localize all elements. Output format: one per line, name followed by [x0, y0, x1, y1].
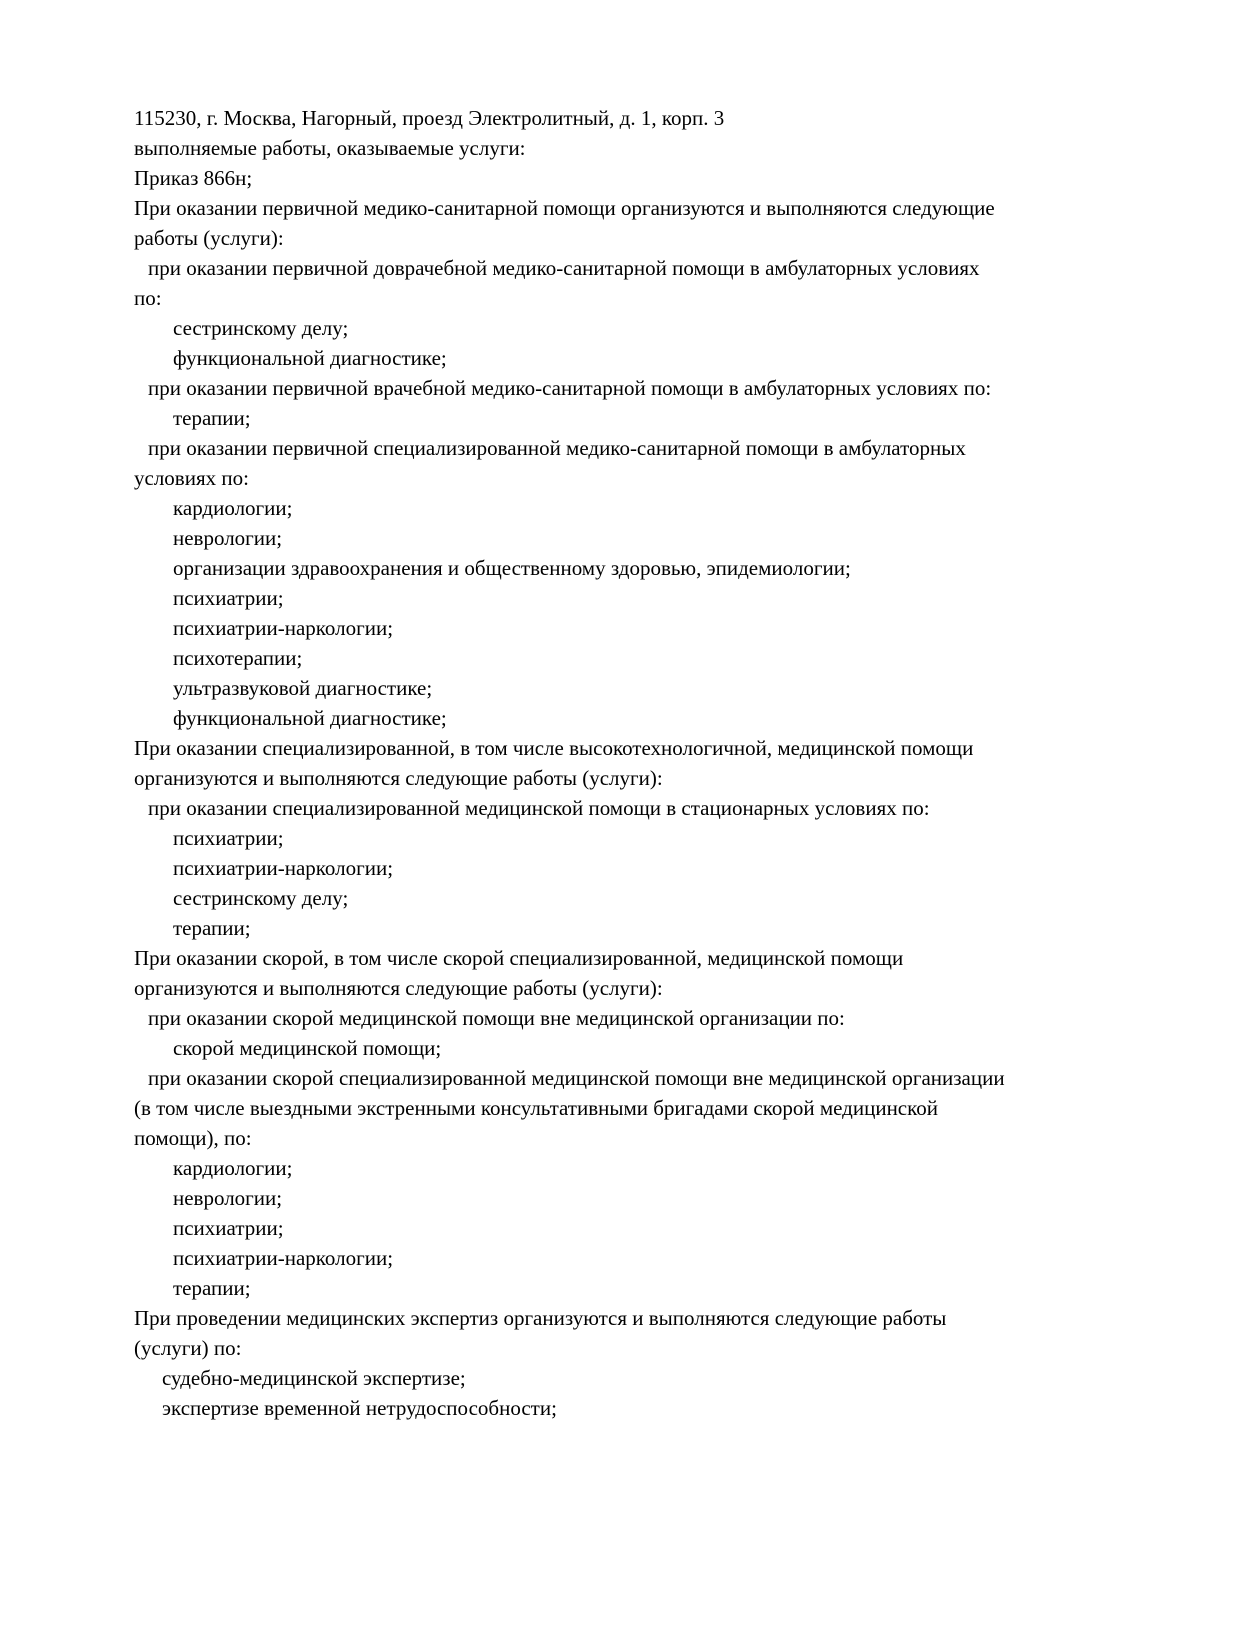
text-line: неврологии;: [173, 1186, 283, 1210]
text-line: Приказ 866н;: [134, 166, 253, 190]
text-line: психиатрии-наркологии;: [173, 616, 394, 640]
text-line: при оказании первичной специализированной медико-санитарной помощи в амбулаторных: [148, 436, 966, 460]
text-line: скорой медицинской помощи;: [173, 1036, 442, 1060]
text-line: сестринскому делу;: [173, 886, 349, 910]
text-line: функциональной диагностике;: [173, 706, 447, 730]
text-line: при оказании скорой медицинской помощи вне медицинской организации по:: [148, 1006, 845, 1030]
text-line: по:: [134, 286, 162, 310]
text-line: кардиологии;: [173, 496, 293, 520]
text-line: при оказании первичной доврачебной медико-санитарной помощи в амбулаторных условиях: [148, 256, 980, 280]
text-line: терапии;: [173, 406, 251, 430]
text-line: психиатрии;: [173, 1216, 284, 1240]
text-line: При оказании скорой, в том числе скорой специализированной, медицинской помощи: [134, 946, 904, 970]
text-line: работы (услуги):: [134, 226, 284, 250]
text-line: ультразвуковой диагностике;: [173, 676, 433, 700]
text-line: организуются и выполняются следующие работы (услуги):: [134, 766, 663, 790]
text-line: При оказании первичной медико-санитарной помощи организуются и выполняются следующие: [134, 196, 995, 220]
text-line: при оказании первичной врачебной медико-санитарной помощи в амбулаторных условиях по:: [148, 376, 992, 400]
text-line: организации здравоохранения и общественному здоровью, эпидемиологии;: [173, 556, 851, 580]
text-line: При проведении медицинских экспертиз организуются и выполняются следующие работы: [134, 1306, 947, 1330]
text-line: терапии;: [173, 1276, 251, 1300]
text-line: психиатрии-наркологии;: [173, 856, 394, 880]
text-line: при оказании скорой специализированной медицинской помощи вне медицинской организации: [148, 1066, 1005, 1090]
text-line: условиях по:: [134, 466, 249, 490]
text-line: выполняемые работы, оказываемые услуги:: [134, 136, 526, 160]
text-line: (в том числе выездными экстренными консультативными бригадами скорой медицинской: [134, 1096, 938, 1120]
text-line: психиатрии;: [173, 826, 284, 850]
text-line: экспертизе временной нетрудоспособности;: [162, 1396, 557, 1420]
text-line: психотерапии;: [173, 646, 303, 670]
text-line: функциональной диагностике;: [173, 346, 447, 370]
text-line: 115230, г. Москва, Нагорный, проезд Электролитный, д. 1, корп. 3: [134, 106, 725, 130]
text-line: психиатрии-наркологии;: [173, 1246, 394, 1270]
text-line: терапии;: [173, 916, 251, 940]
text-line: сестринскому делу;: [173, 316, 349, 340]
text-line: психиатрии;: [173, 586, 284, 610]
text-line: неврологии;: [173, 526, 283, 550]
text-line: кардиологии;: [173, 1156, 293, 1180]
text-line: При оказании специализированной, в том числе высокотехнологичной, медицинской помощи: [134, 736, 974, 760]
text-line: (услуги) по:: [134, 1336, 242, 1360]
text-line: помощи), по:: [134, 1126, 252, 1150]
text-line: судебно-медицинской экспертизе;: [162, 1366, 466, 1390]
text-line: при оказании специализированной медицинской помощи в стационарных условиях по:: [148, 796, 930, 820]
text-line: организуются и выполняются следующие работы (услуги):: [134, 976, 663, 1000]
document-body: [134, 103, 1184, 1423]
